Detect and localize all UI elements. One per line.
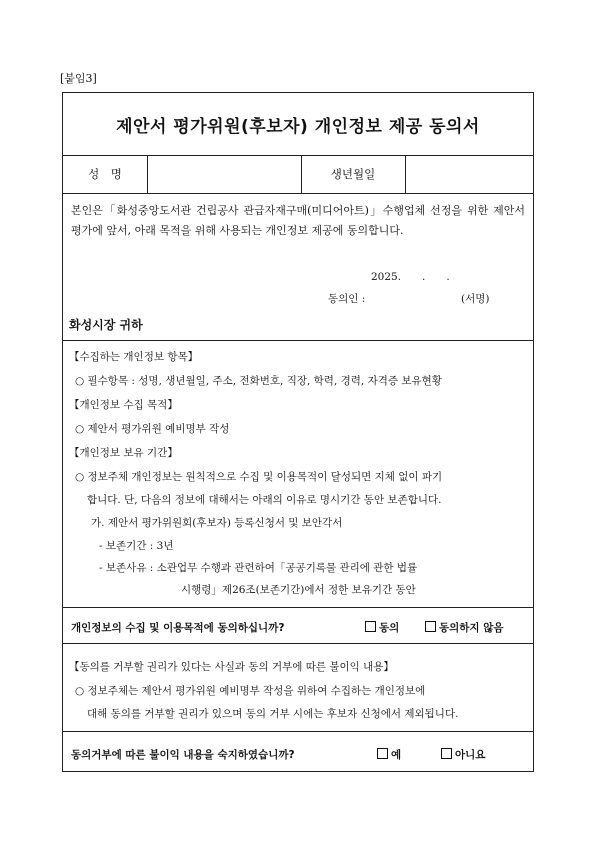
purpose-heading: 【개인정보 수집 목적】 xyxy=(69,399,178,411)
collected-item: ○ 필수항목 : 성명, 생년월일, 주소, 전화번호, 직장, 학력, 경력, 자격증 보유현황 xyxy=(75,375,442,387)
divider xyxy=(63,731,533,732)
attachment-label: [붙임3] xyxy=(60,72,97,85)
agree-option[interactable] xyxy=(365,620,399,635)
checkbox-icon[interactable] xyxy=(425,621,436,632)
purpose-item: ○ 제안서 평가위원 예비명부 작성 xyxy=(75,423,230,435)
retention-line: 시행령」제26조(보존기간)에서 정한 보유기간 동안 xyxy=(181,584,416,596)
retention-line: 합니다. 단, 다음의 정보에 대해서는 아래의 이유로 명시기간 동안 보존합니다. xyxy=(87,494,442,506)
info-row xyxy=(63,155,533,193)
retention-line: ○ 정보주체 개인정보는 원칙적으로 수집 및 이용목적이 달성되면 지체 없이 파기 xyxy=(75,471,443,483)
disagree-option[interactable] xyxy=(425,620,504,635)
signer-label: 동의인 : xyxy=(328,293,366,305)
question-acknowledge: 동의거부에 따른 불이익 내용을 숙지하였습니까? xyxy=(71,749,295,761)
no-option[interactable] xyxy=(441,747,485,762)
name-label: 성 명 xyxy=(88,167,122,181)
collected-heading: 【수집하는 개인정보 항목】 xyxy=(69,351,199,363)
disagree-label: 동의하지 않음 xyxy=(439,622,504,634)
refusal-line: ○ 정보주체는 제안서 평가위원 예비명부 작성을 위하여 수집하는 개인정보에 xyxy=(75,685,426,697)
yes-option[interactable] xyxy=(377,747,401,762)
agree-label: 동의 xyxy=(379,622,400,634)
birth-label: 생년월일 xyxy=(330,167,376,181)
checkbox-icon[interactable] xyxy=(377,748,388,759)
refusal-line: 대해 동의를 거부할 권리가 있으며 동의 거부 시에는 후보자 신청에서 제외됩니다. xyxy=(87,708,459,720)
consent-text: 본인은「화성중앙도서관 건립공사 관급자재구매(미디어아트)」수행업체 선정을 위한 제안서 평가에 앞서, 아래 목적을 위해 사용되는 개인정보 제공에 동의합니다. xyxy=(71,204,525,237)
retention-heading: 【개인정보 보유 기간】 xyxy=(69,447,178,459)
refusal-heading: 【동의를 거부할 권리가 있다는 사실과 동의 거부에 따른 불이익 내용】 xyxy=(69,661,394,673)
addressee: 화성시장 귀하 xyxy=(69,318,143,332)
divider xyxy=(63,643,533,644)
divider xyxy=(63,193,533,194)
retention-line: - 보존사유 : 소관업무 수행과 관련하여「공공기록물 관리에 관한 법률 xyxy=(99,562,418,574)
retention-line: - 보존기간 : 3년 xyxy=(99,540,174,552)
question-consent: 개인정보의 수집 및 이용목적에 동의하십니까? xyxy=(71,622,285,634)
sign-mark: (서명) xyxy=(461,293,490,305)
divider xyxy=(63,607,533,608)
consent-form xyxy=(62,92,534,772)
yes-label: 예 xyxy=(391,749,402,761)
form-title: 제안서 평가위원(후보자) 개인정보 제공 동의서 xyxy=(116,116,480,137)
birth-field[interactable] xyxy=(405,155,533,193)
retention-line: 가. 제안서 평가위원회(후보자) 등록신청서 및 보안각서 xyxy=(91,517,343,529)
date-line: 2025. . . xyxy=(371,271,450,283)
divider xyxy=(63,340,533,341)
no-label: 아니요 xyxy=(455,749,486,761)
checkbox-icon[interactable] xyxy=(441,748,452,759)
name-field[interactable] xyxy=(147,155,301,193)
checkbox-icon[interactable] xyxy=(365,621,376,632)
